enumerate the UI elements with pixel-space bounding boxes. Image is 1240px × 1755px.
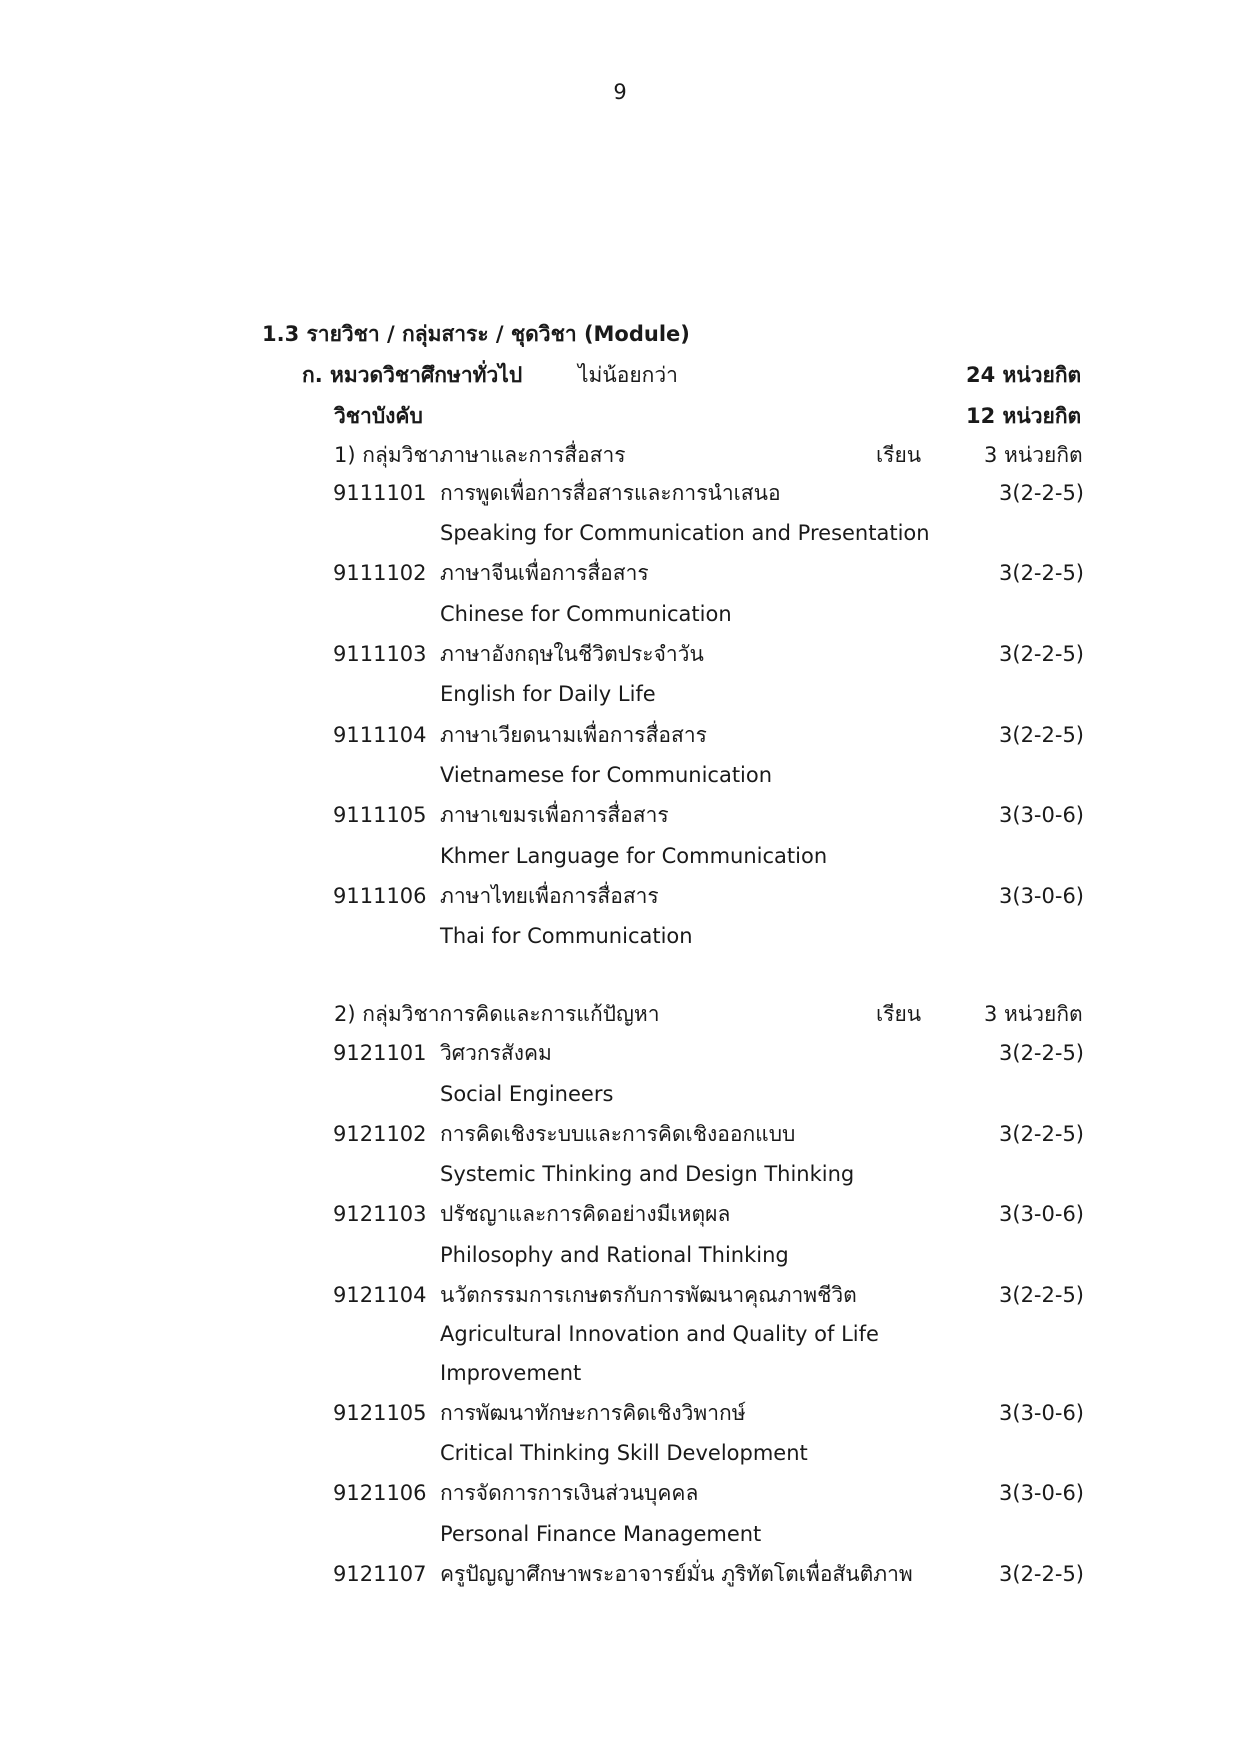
course-name-th: ปรัชญาและการคิดอย่างมีเหตุผล: [440, 1202, 731, 1226]
course-name-en: English for Daily Life: [440, 682, 656, 706]
required-title: วิชาบังคับ: [334, 404, 423, 428]
course-code: 9121107: [333, 1562, 427, 1586]
course-credit: 3(2-2-5): [999, 723, 1084, 747]
course-name-th: การพูดเพื่อการสื่อสารและการนำเสนอ: [440, 481, 781, 505]
category-title: ก. หมวดวิชาศึกษาทั่วไป: [302, 363, 523, 387]
section-title: 1.3 รายวิชา / กลุ่มสาระ / ชุดวิชา (Module): [262, 322, 690, 346]
course-code: 9111106: [333, 884, 427, 908]
course-name-en: Personal Finance Management: [440, 1522, 762, 1546]
course-credit: 3(2-2-5): [999, 642, 1084, 666]
group-study-label: เรียน: [876, 1002, 922, 1026]
course-name-en: Systemic Thinking and Design Thinking: [440, 1162, 855, 1186]
course-name-th: ภาษาเวียดนามเพื่อการสื่อสาร: [440, 723, 707, 747]
course-code: 9111101: [333, 481, 427, 505]
course-credit: 3(3-0-6): [999, 884, 1084, 908]
course-name-en: Khmer Language for Communication: [440, 844, 828, 868]
course-code: 9121104: [333, 1283, 427, 1307]
group-study-label: เรียน: [876, 443, 922, 467]
category-credits: 24 หน่วยกิต: [966, 363, 1082, 387]
category-note: ไม่น้อยกว่า: [578, 363, 678, 387]
course-name-th: ภาษาเขมรเพื่อการสื่อสาร: [440, 803, 669, 827]
course-name-th: ภาษาไทยเพื่อการสื่อสาร: [440, 884, 659, 908]
course-code: 9121101: [333, 1041, 427, 1065]
course-name-en: Philosophy and Rational Thinking: [440, 1243, 789, 1267]
course-name-th: ครูปัญญาศึกษาพระอาจารย์มั่น ภูริทัตโตเพื่อสันติภาพ: [440, 1562, 913, 1586]
course-credit: 3(3-0-6): [999, 803, 1084, 827]
group-credits: 3 หน่วยกิต: [984, 443, 1083, 467]
course-name-en: Agricultural Innovation and Quality of Life: [440, 1322, 879, 1346]
course-code: 9121103: [333, 1202, 427, 1226]
course-credit: 3(2-2-5): [999, 1283, 1084, 1307]
course-name-th: การคิดเชิงระบบและการคิดเชิงออกแบบ: [440, 1122, 796, 1146]
course-credit: 3(2-2-5): [999, 1041, 1084, 1065]
course-name-en: Vietnamese for Communication: [440, 763, 773, 787]
course-code: 9111104: [333, 723, 427, 747]
course-code: 9121105: [333, 1401, 427, 1425]
group-credits: 3 หน่วยกิต: [984, 1002, 1083, 1026]
group-title: 2) กลุ่มวิชาการคิดและการแก้ปัญหา: [334, 1002, 660, 1026]
course-code: 9121102: [333, 1122, 427, 1146]
required-credits: 12 หน่วยกิต: [966, 404, 1082, 428]
course-name-th: วิศวกรสังคม: [440, 1041, 552, 1065]
course-credit: 3(2-2-5): [999, 481, 1084, 505]
course-name-th: การจัดการการเงินส่วนบุคคล: [440, 1481, 699, 1505]
course-credit: 3(2-2-5): [999, 561, 1084, 585]
course-credit: 3(2-2-5): [999, 1122, 1084, 1146]
course-name-en: Thai for Communication: [440, 924, 693, 948]
course-name-en: Speaking for Communication and Presentation: [440, 521, 930, 545]
course-credit: 3(3-0-6): [999, 1202, 1084, 1226]
course-code: 9111102: [333, 561, 427, 585]
course-code: 9111105: [333, 803, 427, 827]
course-name-th: นวัตกรรมการเกษตรกับการพัฒนาคุณภาพชีวิต: [440, 1283, 857, 1307]
course-code: 9111103: [333, 642, 427, 666]
course-code: 9121106: [333, 1481, 427, 1505]
course-credit: 3(3-0-6): [999, 1481, 1084, 1505]
course-name-en: Social Engineers: [440, 1082, 614, 1106]
course-name-en: Critical Thinking Skill Development: [440, 1441, 808, 1465]
course-name-en-continued: Improvement: [440, 1361, 582, 1385]
course-name-th: การพัฒนาทักษะการคิดเชิงวิพากษ์: [440, 1401, 746, 1425]
course-name-th: ภาษาอังกฤษในชีวิตประจำวัน: [440, 642, 704, 666]
course-credit: 3(3-0-6): [999, 1401, 1084, 1425]
course-name-en: Chinese for Communication: [440, 602, 732, 626]
page-number: 9: [613, 80, 627, 104]
course-credit: 3(2-2-5): [999, 1562, 1084, 1586]
group-title: 1) กลุ่มวิชาภาษาและการสื่อสาร: [334, 443, 626, 467]
course-name-th: ภาษาจีนเพื่อการสื่อสาร: [440, 561, 649, 585]
